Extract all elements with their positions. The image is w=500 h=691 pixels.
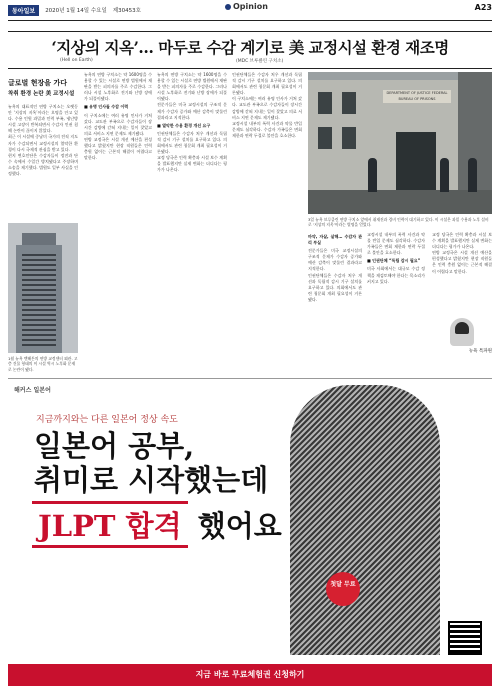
paragraph: 뉴욕의 연방 구치소는 약 1600명을 수용할 수 있는 시설로 연방 법원에서 재판을 받는 피의자를 주로 수감한다. 그러나 시설 노후화로 전기와 난방 장애가 되풀이됐다. — [84, 72, 152, 102]
section-label: Opinion — [225, 2, 268, 11]
ad-line-2: 취미로 시작했는데 — [34, 463, 269, 497]
ad-brand: 해커스 일본어 — [14, 387, 51, 394]
paragraph: 전문가들은 미국 교정시설의 구조적 문제가 수감자 증가와 예산 감축이 맞물린 결과라고 지적한다. — [157, 102, 227, 120]
headline-sub-right: (MDC 브루클린 구치소) — [236, 59, 284, 64]
issue-number: 제30453호 — [112, 8, 141, 14]
series-kicker: 글로벌 현장을 가다 — [8, 78, 67, 87]
photo-caption: 3일 뉴욕 브루클린 연방 구치소 앞에서 취재진과 경비 인력이 대기하고 있다. 이 시설은 과밀 수용과 노후 설비로 ‘지상의 지옥’이라는 별명을 얻었다. — [308, 217, 489, 228]
top-rule — [8, 20, 492, 21]
paragraph: 교정시설 내부의 폭력 사건과 약물 반입 문제도 심각하다. 수감자 가족들은 면회 제한과 연락 두절로 불안을 호소한다. — [367, 232, 425, 256]
article-column-1 — [8, 104, 78, 219]
article-column-6 — [367, 232, 425, 372]
author-name: 뉴욕 특파원 — [468, 349, 492, 354]
page-number: A23 — [474, 3, 492, 12]
photo-window — [342, 127, 356, 149]
author-box — [432, 318, 492, 354]
paragraph: 뉴욕의 대표적인 연방 구치소는 오랫동안 ‘지상의 지옥’이라는 오명을 안고 있다. 수용 인원 과밀과 인력 부족, 냉난방 시설 고장이 반복되면서 수감자 인권 침해 논란이 끊이지 않았다. — [8, 104, 78, 134]
headline-sub-left: (Hell on Earth) — [60, 58, 93, 63]
article-column-3 — [157, 72, 227, 372]
article-column-7 — [432, 232, 492, 316]
ad-model-image — [290, 385, 440, 655]
sidebar — [8, 78, 78, 98]
paragraph: 연방 교정국은 시설 개선 예산을 편성했다고 밝혔지만 현장 직원들은 인력 충원 없이는 근본적 해결이 어렵다고 말한다. — [84, 136, 152, 161]
photo-person — [440, 158, 449, 192]
subheading: ■ 유명 인사들 수감 이력 — [84, 104, 129, 110]
author-photo — [450, 318, 474, 346]
photo-person — [368, 158, 377, 192]
top-rule-2 — [8, 31, 492, 32]
paragraph: 인권단체들은 수감자 처우 개선과 독립적 감시 기구 설치를 요구하고 있다. 의회에서도 관련 청문회 개최 필요성이 거론됐다. — [308, 272, 362, 302]
article-column-2 — [84, 72, 152, 372]
paragraph: 인권단체들은 수감자 처우 개선과 독립적 감시 기구 설치를 요구하고 있다. 의회에서도 관련 청문회 개최 필요성이 거론됐다. — [232, 72, 302, 96]
date-text: 2020년 1월 14일 수요일 — [45, 8, 107, 14]
photo-person — [468, 158, 477, 192]
paragraph: 현지 변호인단은 수감자들이 정전과 단수 속에서 수일간 방치됐다고 주장하며 소송을 제기했다. 법원도 일부 사실을 인정했다. — [8, 152, 78, 177]
paragraph: 전문가들은 미국 교정시설의 구조적 문제가 수감자 증가와 예산 감축이 맞물린 결과라고 지적한다. — [308, 248, 362, 272]
small-photo-caption: 1월 뉴욕 맨해튼의 연방 교정센터 외관. 고층 건물 형태의 이 시설 역시 노후화 문제로 논란이 됐다. — [8, 356, 78, 372]
paragraph: 인권단체들은 수감자 처우 개선과 독립적 감시 기구 설치를 요구하고 있다. 의회에서도 관련 청문회 개최 필요성이 거론됐다. — [157, 130, 227, 155]
subheading: ■ 인권단체 “독립 감시 필요” — [367, 258, 421, 264]
photo-window — [342, 92, 356, 114]
photo-window — [318, 127, 332, 149]
ad-cta-bar[interactable]: 지금 바로 무료체험권 신청하기 — [8, 664, 492, 686]
subheading: 마약, 자살, 살해… 수감자 관리 부실 — [308, 234, 362, 246]
ad-tagline: 지금까지와는 다른 일본어 정상 속도 — [36, 415, 178, 425]
ad-badge: 첫달 무료 — [326, 572, 360, 606]
photo-ground — [308, 190, 492, 214]
main-photo — [308, 72, 492, 214]
article-kicker: 착취 환경 논란 美 교정시설 — [8, 91, 75, 97]
paragraph: 이 구치소에는 여러 유명 인사가 거쳐 갔다. 교도관 부족으로 수감자들이 장시간 감방에 갇혀 지내는 일이 잦았고 의료 서비스 지연 문제도 제기됐다. — [232, 96, 302, 120]
paragraph: 이 구치소에는 여러 유명 인사가 거쳐 갔다. 교도관 부족으로 수감자들이 장시간 감방에 갇혀 지내는 일이 잦았고 의료 서비스 지연 문제도 제기됐다. — [84, 112, 152, 136]
headline: ‘지상의 지옥’… 마두로 수감 계기로 美 교정시설 환경 재조명 — [51, 38, 449, 57]
paragraph: 최근 이 시설에 중남미 국가의 전직 지도자가 수감되면서 교정시설의 열악한 환경이 다시 국제적 관심을 받고 있다. — [8, 134, 78, 152]
paragraph: 교정시설 내부의 폭력 사건과 약물 반입 문제도 심각하다. 수감자 가족들은 면회 제한과 연락 두절로 불안을 호소한다. — [232, 120, 302, 138]
jlpt-highlight: JLPT 합격 — [32, 501, 188, 548]
paragraph: 뉴욕의 연방 구치소는 약 1600명을 수용할 수 있는 시설로 연방 법원에서 재판을 받는 피의자를 주로 수감한다. 그러나 시설 노후화로 전기와 난방 장애가 되풀이됐다. — [157, 72, 227, 102]
ad-line-1: 일본어 공부, — [34, 429, 195, 463]
advertisement[interactable] — [8, 378, 492, 689]
small-photo — [8, 223, 78, 353]
ad-headline — [34, 429, 268, 497]
paragraph: 연방 교정국은 시설 개선 예산을 편성했다고 밝혔지만 현장 직원들은 인력 충원 없이는 근본적 해결이 어렵다고 말한다. — [432, 250, 492, 274]
tower-building — [16, 245, 62, 353]
paragraph: 미국 사회에서는 대규모 수감 정책을 재검토해야 한다는 목소리가 커지고 있다. — [367, 266, 425, 284]
photo-sign: DEPARTMENT OF JUSTICE FEDERAL BUREAU OF PRISONS — [383, 90, 451, 103]
paragraph: 교정 당국은 인력 확충과 시설 보수 계획을 발표했지만 실제 변화는 더디다는 평가가 나온다. — [157, 155, 227, 173]
ad-line-3-tail: 했어요 — [197, 509, 282, 543]
article-column-5 — [308, 232, 362, 372]
subheading: ■ 열악한 수용 환경 개선 요구 — [157, 122, 211, 128]
newspaper-logo: 동아일보 — [8, 5, 39, 16]
photo-entrance — [396, 132, 436, 190]
qr-code-icon[interactable] — [448, 621, 482, 655]
paragraph: 교정 당국은 인력 확충과 시설 보수 계획을 발표했지만 실제 변화는 더디다는 평가가 나온다. — [432, 232, 492, 250]
ad-line-3 — [32, 501, 282, 548]
article-column-4 — [232, 72, 302, 372]
headline-rule — [8, 68, 492, 69]
photo-window — [318, 92, 332, 114]
